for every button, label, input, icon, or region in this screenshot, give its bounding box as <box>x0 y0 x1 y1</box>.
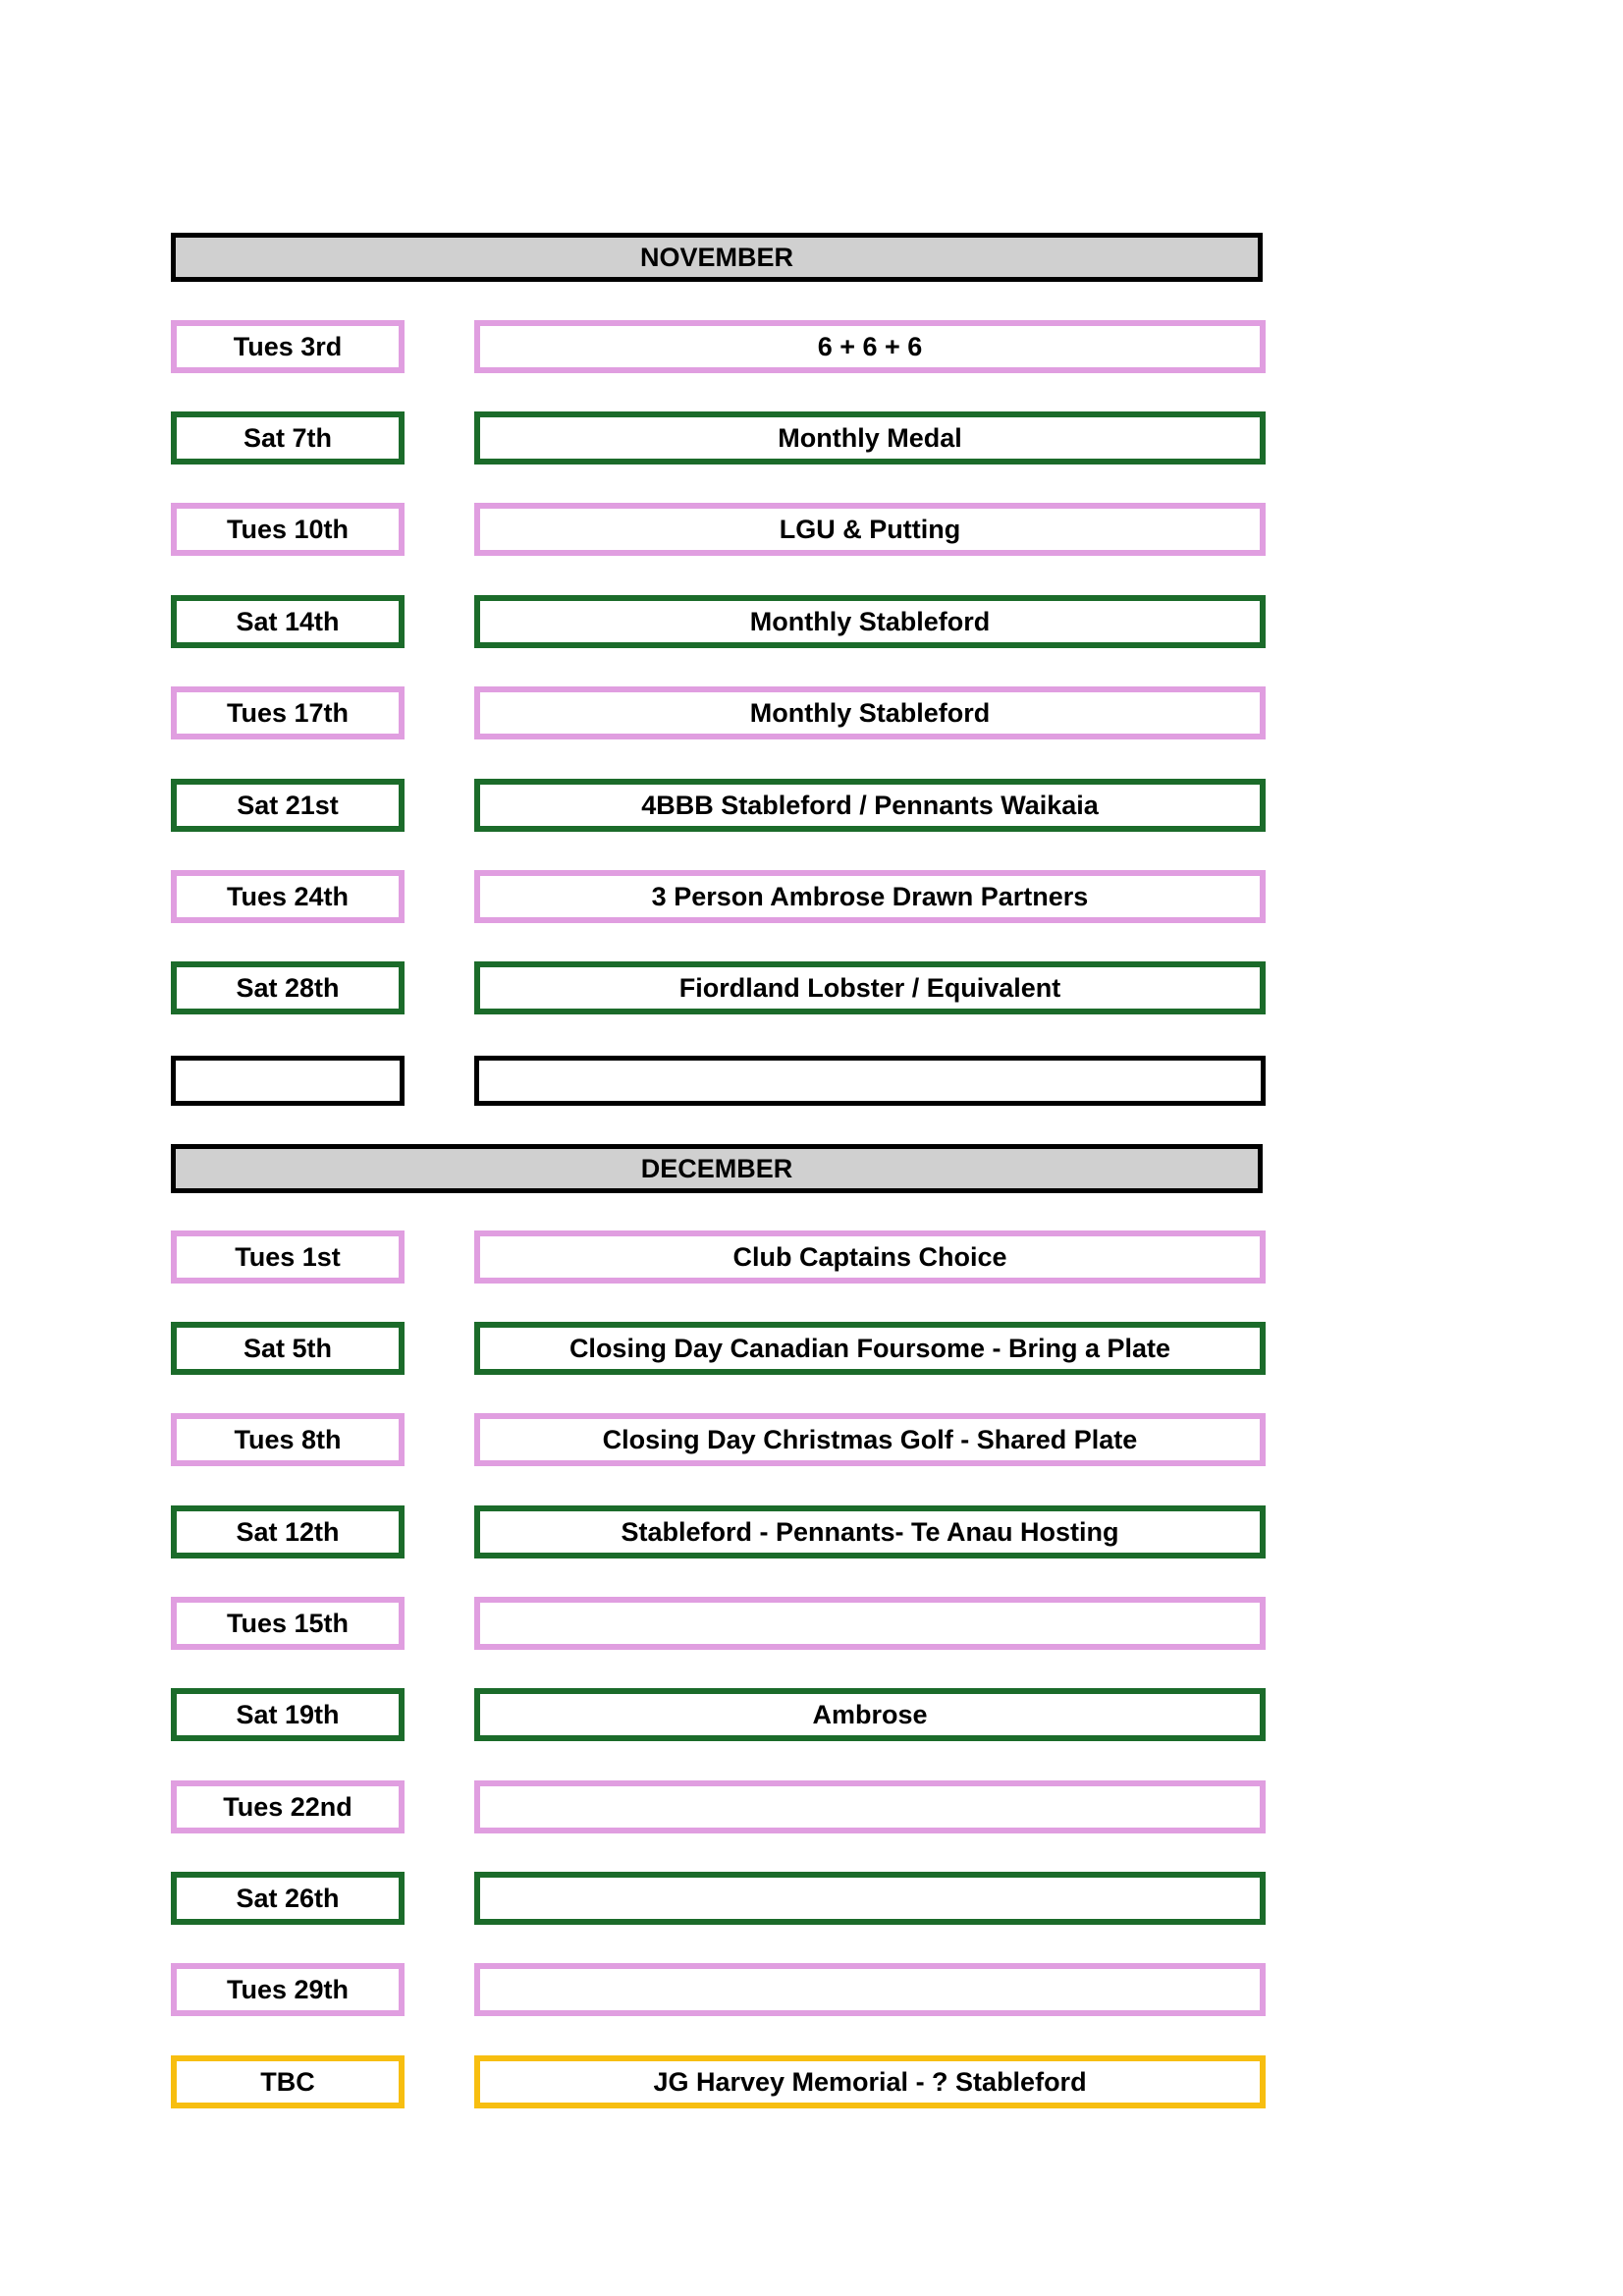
dec-event-tbc: JG Harvey Memorial - ? Stableford <box>474 2055 1266 2108</box>
dec-event-tues-15th <box>474 1597 1266 1650</box>
dec-event-sat-5th: Closing Day Canadian Foursome - Bring a Plate <box>474 1322 1266 1375</box>
dec-event-sat-26th <box>474 1872 1266 1925</box>
nov-event-tues-17th: Monthly Stableford <box>474 686 1266 739</box>
dec-event-sat-19th: Ambrose <box>474 1688 1266 1741</box>
nov-date-sat-21st: Sat 21st <box>171 779 405 832</box>
nov-date-sat-28th: Sat 28th <box>171 961 405 1014</box>
dec-event-tues-29th <box>474 1963 1266 2016</box>
nov-date-tues-3rd: Tues 3rd <box>171 320 405 373</box>
dec-date-sat-26th: Sat 26th <box>171 1872 405 1925</box>
dec-event-sat-12th: Stableford - Pennants- Te Anau Hosting <box>474 1505 1266 1558</box>
nov-event-sat-14th: Monthly Stableford <box>474 595 1266 648</box>
dec-event-tues-8th: Closing Day Christmas Golf - Shared Plate <box>474 1413 1266 1466</box>
nov-event-blank <box>474 1056 1266 1106</box>
november-heading: NOVEMBER <box>171 233 1263 282</box>
dec-date-tbc: TBC <box>171 2055 405 2108</box>
dec-date-tues-8th: Tues 8th <box>171 1413 405 1466</box>
dec-date-tues-1st: Tues 1st <box>171 1230 405 1284</box>
nov-date-tues-17th: Tues 17th <box>171 686 405 739</box>
dec-date-sat-19th: Sat 19th <box>171 1688 405 1741</box>
dec-date-sat-5th: Sat 5th <box>171 1322 405 1375</box>
nov-date-blank <box>171 1056 405 1106</box>
dec-date-sat-12th: Sat 12th <box>171 1505 405 1558</box>
december-heading: DECEMBER <box>171 1144 1263 1193</box>
nov-date-tues-24th: Tues 24th <box>171 870 405 923</box>
nov-event-sat-28th: Fiordland Lobster / Equivalent <box>474 961 1266 1014</box>
nov-event-sat-21st: 4BBB Stableford / Pennants Waikaia <box>474 779 1266 832</box>
nov-date-sat-14th: Sat 14th <box>171 595 405 648</box>
nov-event-tues-10th: LGU & Putting <box>474 503 1266 556</box>
dec-date-tues-22nd: Tues 22nd <box>171 1780 405 1833</box>
dec-event-tues-1st: Club Captains Choice <box>474 1230 1266 1284</box>
dec-event-tues-22nd <box>474 1780 1266 1833</box>
dec-date-tues-15th: Tues 15th <box>171 1597 405 1650</box>
nov-date-sat-7th: Sat 7th <box>171 411 405 465</box>
nov-event-sat-7th: Monthly Medal <box>474 411 1266 465</box>
nov-event-tues-3rd: 6 + 6 + 6 <box>474 320 1266 373</box>
nov-date-tues-10th: Tues 10th <box>171 503 405 556</box>
dec-date-tues-29th: Tues 29th <box>171 1963 405 2016</box>
nov-event-tues-24th: 3 Person Ambrose Drawn Partners <box>474 870 1266 923</box>
